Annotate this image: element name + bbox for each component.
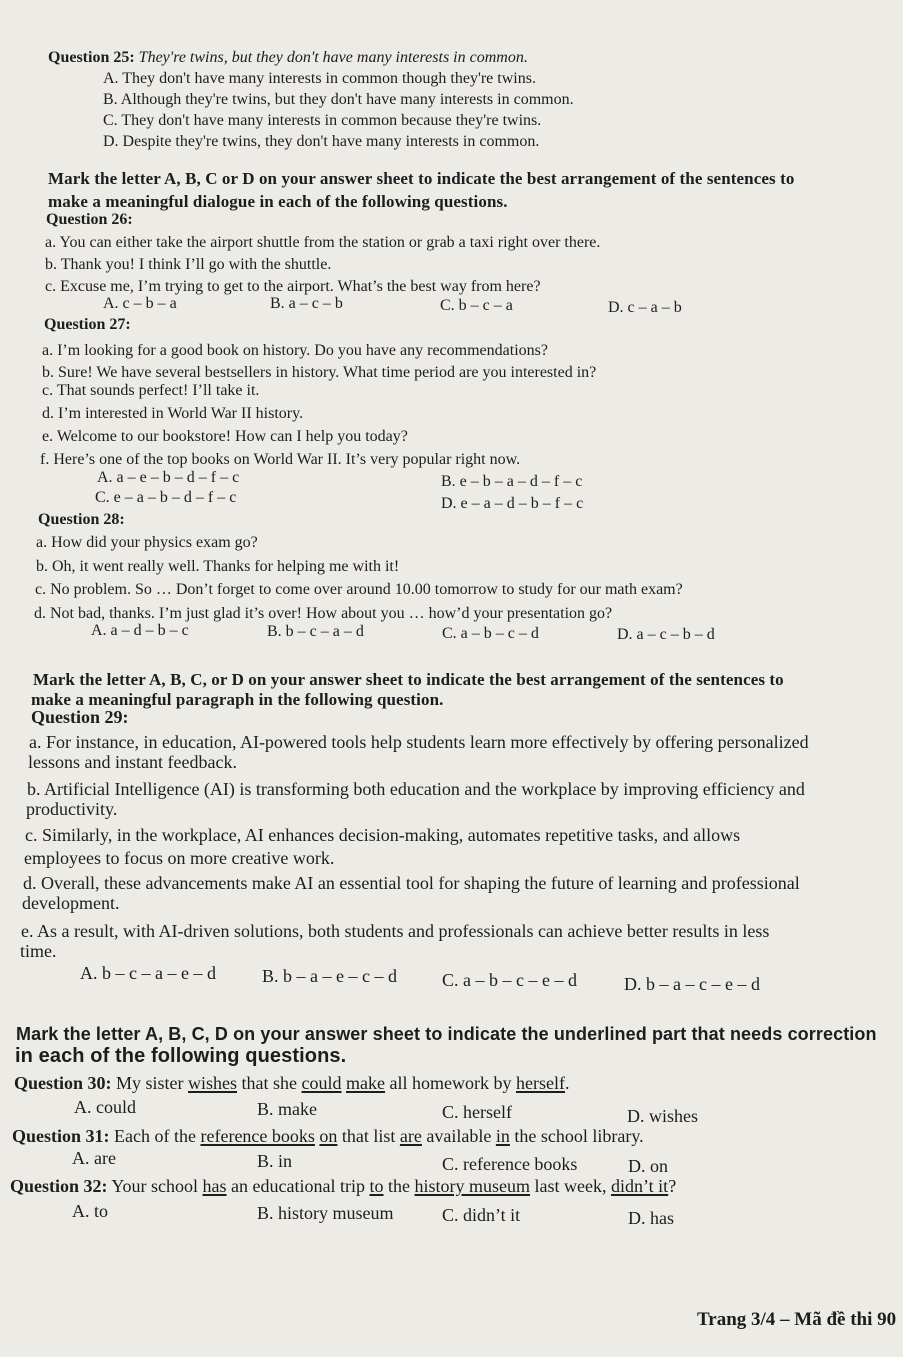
sentence-a: a. I’m looking for a good book on history. Do you have any recommendations? [42,342,548,359]
instruction-dialogue-line-1: Mark the letter A, B, C or D on your answer sheet to indicate the best arrangement of the sentences to [48,169,795,188]
option-a: A. are [72,1148,116,1168]
option-b: B. a – c – b [270,295,343,312]
question-label: Question 25: [48,49,135,66]
text-segment: the [383,1176,415,1196]
text-segment: that she [237,1073,302,1093]
option-b: B. make [257,1099,317,1119]
question-label: Question 28: [38,511,125,528]
option-a: A. a – d – b – c [91,622,189,639]
underlined-part: could [301,1073,342,1093]
sentence-e-line-1: e. As a result, with AI-driven solutions, both students and professionals can achieve better results in less [21,921,770,941]
question-25-line [48,48,528,68]
text-segment: ? [668,1176,677,1196]
option-a: A. to [72,1201,108,1221]
option-a: A. a – e – b – d – f – c [97,469,240,486]
question-label: Question 31: [12,1126,110,1146]
sentence-d-line-2: development. [22,893,120,913]
option-d: D. e – a – d – b – f – c [441,495,584,512]
sentence-d: d. Not bad, thanks. I’m just glad it’s over! How about you … how’d your presentation go? [34,605,613,622]
question-label: Question 32: [10,1176,108,1196]
sentence-a: a. You can either take the airport shuttle from the station or grab a taxi right over there. [45,234,601,251]
option-d: D. a – c – b – d [617,626,715,643]
sentence-b-line-1: b. Artificial Intelligence (AI) is transforming both education and the workplace by improving efficiency and [27,779,805,799]
underlined-part: has [202,1176,227,1196]
sentence-b: b. Sure! We have several bestsellers in history. What time period are you interested in? [42,364,597,381]
text-segment: Your school [111,1176,203,1196]
option-c: C. reference books [442,1154,578,1174]
option-c: C. e – a – b – d – f – c [95,489,237,506]
instruction-dialogue-line-2: make a meaningful dialogue in each of the following questions. [48,192,508,211]
option-b: B. history museum [257,1203,394,1223]
underlined-part: wishes [188,1073,238,1093]
sentence-c: c. No problem. So … Don’t forget to come over around 10.00 tomorrow to study for our math exam? [35,581,683,598]
sentence-b: b. Thank you! I think I’ll go with the shuttle. [45,256,332,273]
text-segment: an educational trip [226,1176,370,1196]
question-31-line [12,1126,644,1146]
sentence-d: d. I’m interested in World War II history. [42,405,304,422]
question-32-line [10,1176,676,1196]
sentence-c: c. Excuse me, I’m trying to get to the airport. What’s the best way from here? [45,278,541,295]
option-b: B. b – c – a – d [267,623,364,640]
option-d: D. has [628,1208,674,1228]
option-a: A. could [74,1097,136,1117]
option-d: D. b – a – c – e – d [624,974,760,994]
option-d: D. c – a – b [608,299,682,316]
text-segment: My sister [116,1073,189,1093]
sentence-c-line-1: c. Similarly, in the workplace, AI enhances decision-making, automates repetitive tasks, and allows [25,825,741,845]
option-a: A. c – b – a [103,295,177,312]
option-b: B. in [257,1151,293,1171]
text-segment: last week, [530,1176,611,1196]
text-segment: the school library. [509,1126,644,1146]
underlined-part: didn’t it [611,1176,669,1196]
question-stem: They're twins, but they don't have many interests in common. [138,49,528,66]
sentence-f: f. Here’s one of the top books on World War II. It’s very popular right now. [40,451,521,468]
text-segment: Each of the [114,1126,201,1146]
option-c: C. herself [442,1102,512,1122]
sentence-c-line-2: employees to focus on more creative work. [24,848,335,868]
sentence-c: c. That sounds perfect! I’ll take it. [42,382,260,399]
text-segment: . [564,1073,570,1093]
instruction-correction-line-1: Mark the letter A, B, C, D on your answer sheet to indicate the underlined part that needs correction [16,1024,877,1044]
underlined-part: make [346,1073,385,1093]
underlined-part: on [319,1126,338,1146]
question-label: Question 27: [44,316,131,333]
instruction-correction-line-2: in each of the following questions. [15,1045,347,1067]
option-b: B. e – b – a – d – f – c [441,473,583,490]
option-d: D. on [628,1156,668,1176]
sentence-a-line-1: a. For instance, in education, AI-powered tools help students learn more effectively by offering personalized [29,732,809,752]
option-c: C. didn’t it [442,1205,521,1225]
underlined-part: are [399,1126,422,1146]
sentence-a-line-2: lessons and instant feedback. [28,752,237,772]
sentence-e: e. Welcome to our bookstore! How can I help you today? [42,428,408,445]
text-segment: that list [337,1126,400,1146]
sentence-d-line-1: d. Overall, these advancements make AI an essential tool for shaping the future of learning and professional [23,873,800,893]
question-label: Question 29: [31,707,129,727]
option-b: B. Although they're twins, but they don't have many interests in common. [103,91,574,108]
sentence-b-line-2: productivity. [26,799,118,819]
sentence-b: b. Oh, it went really well. Thanks for helping me with it! [36,558,400,575]
underlined-part: in [495,1126,510,1146]
underlined-part: herself [515,1073,565,1093]
sentence-a: a. How did your physics exam go? [36,534,258,551]
option-c: C. a – b – c – d [442,625,539,642]
option-c: C. They don't have many interests in common because they're twins. [103,112,542,129]
text-segment: all homework by [385,1073,516,1093]
instruction-paragraph-line-2: make a meaningful paragraph in the following question. [31,690,444,709]
footer-wrap [697,1306,903,1336]
question-label: Question 26: [46,211,133,228]
option-c: C. a – b – c – e – d [442,970,577,990]
instruction-paragraph-line-1: Mark the letter A, B, C, or D on your answer sheet to indicate the best arrangement of the sentences to [33,670,784,689]
option-a: A. b – c – a – e – d [80,963,216,983]
underlined-part: history museum [414,1176,531,1196]
option-c: C. b – c – a [440,297,513,314]
option-b: B. b – a – e – c – d [262,966,397,986]
underlined-part: reference books [200,1126,315,1146]
question-30-line [14,1073,569,1093]
option-d: D. Despite they're twins, they don't have many interests in common. [103,133,540,150]
page-footer: Trang 3/4 – Mã đề thi 90 [697,1309,897,1330]
sentence-e-line-2: time. [20,941,57,961]
text-segment: available [421,1126,496,1146]
underlined-part: to [369,1176,384,1196]
option-d: D. wishes [627,1106,698,1126]
question-label: Question 30: [14,1073,112,1093]
option-a: A. They don't have many interests in common though they're twins. [103,70,536,87]
